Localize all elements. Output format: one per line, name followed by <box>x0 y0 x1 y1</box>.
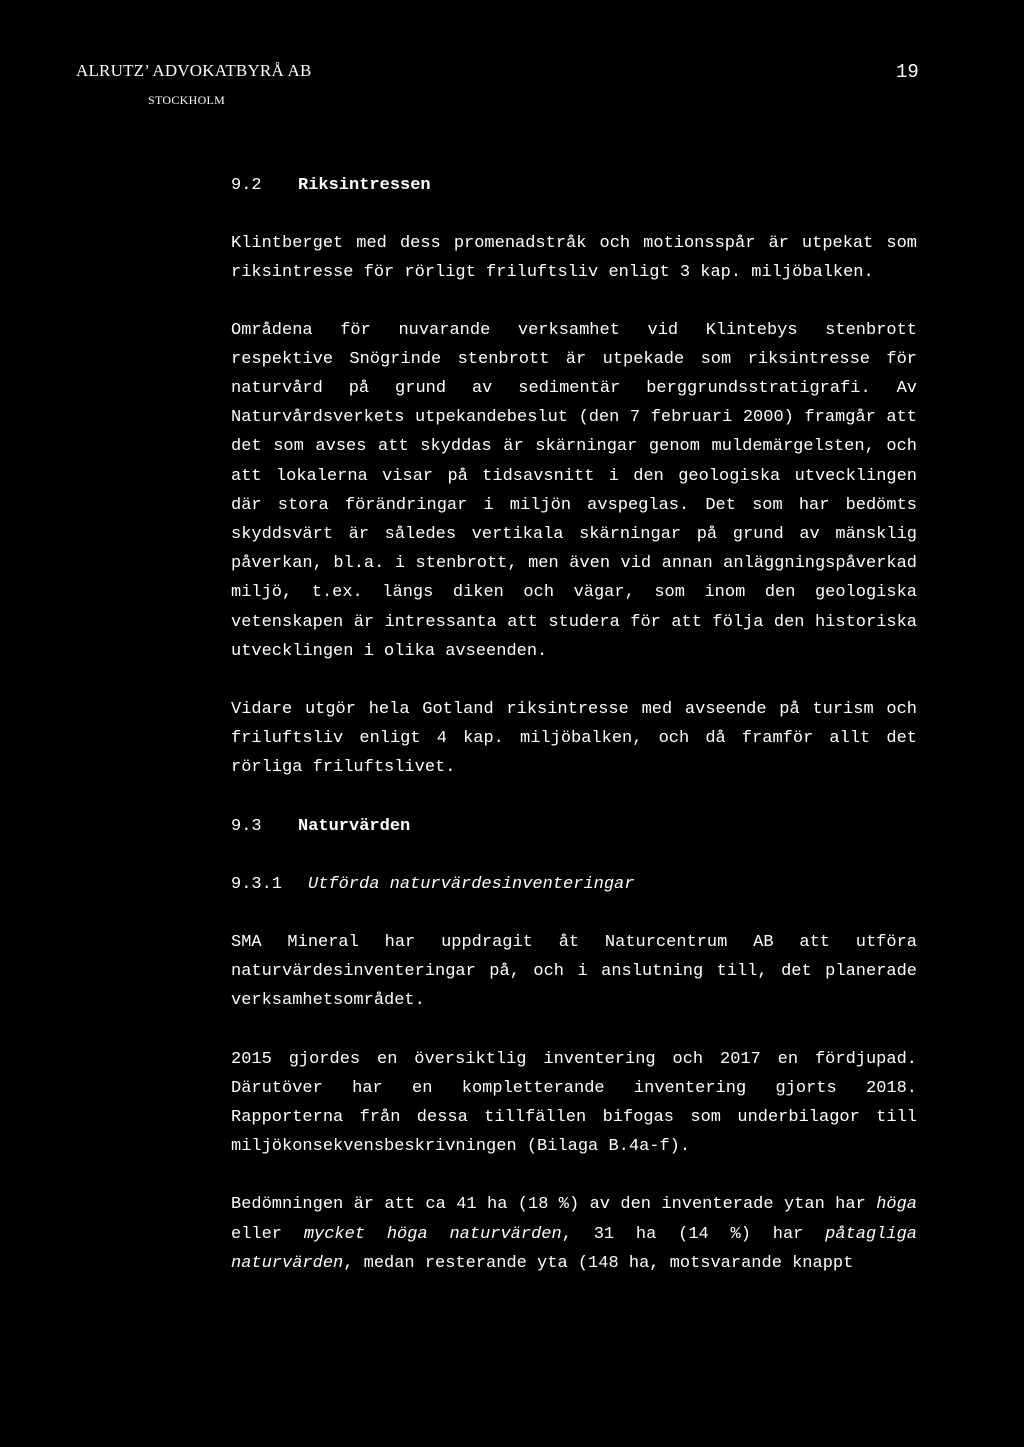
emphasis-text: mycket höga naturvärden <box>303 1224 562 1244</box>
paragraph-text: eller <box>231 1224 304 1244</box>
paragraph: 2015 gjordes en översiktlig inventering och 2017 en fördjupad. Därutöver har en kompletterande inventering gjorts 2018. Rapporterna från dessa tillfällen bifogas som underbilagor till miljökonsekvensbeskrivningen (Bilaga B.4a-f). <box>231 1049 917 1157</box>
subsection-number: 9.3.1 <box>231 874 283 894</box>
section-number: 9.2 <box>231 176 262 195</box>
section-title: Riksintressen <box>298 176 431 195</box>
paragraph-text: Bedömningen är att ca 41 ha (18 %) av den inventerade ytan har <box>231 1195 877 1215</box>
header-firm-name: ALRUTZ’ ADVOKATBYRÅ AB <box>76 61 312 80</box>
subsection-title: Utförda naturvärdesinventeringar <box>308 874 635 894</box>
document-body <box>231 171 917 1278</box>
paragraph: Klintberget med dess promenadstråk och motionsspår är utpekat som riksintresse för rörligt friluftsliv enligt 3 kap. miljöbalken. <box>231 234 917 283</box>
paragraph: SMA Mineral har uppdragit åt Naturcentrum AB att utföra naturvärdesinventeringar på, och i anslutning till, det planerade verksamhetsområdet. <box>231 933 917 1011</box>
paragraph: Områdena för nuvarande verksamhet vid Klintebys stenbrott respektive Snögrinde stenbrott är utpekade som riksintresse för naturvård på grund av sedimentär berggrundsstratigrafi. Av Naturvårdsverkets utpekandebeslut (den 7 februari 2000) framgår att det som avses att skyddas är skärningar genom muldemärgelsten, och att lokalerna visar på tidsavsnitt i den geologiska utvecklingen där stora förändringar i miljön avspeglas. Det som har bedömts skyddsvärt är således vertikala skärningar på grund av mänsklig påverkan, bl.a. i stenbrott, men även vid annan anläggningspåverkad miljö, t.ex. längs diken och vägar, som inom den geologiska vetenskapen är intressanta att studera för att följa den historiska utvecklingen i olika avseenden. <box>231 320 917 661</box>
subsection-heading-9-3-1 <box>231 870 917 899</box>
header-city: STOCKHOLM <box>148 93 226 107</box>
section-title: Naturvärden <box>298 816 411 836</box>
paragraph: Vidare utgör hela Gotland riksintresse med avseende på turism och friluftsliv enligt 4 kap. miljöbalken, och då framför allt det rörliga friluftslivet. <box>231 700 917 778</box>
paragraph-text: , 31 ha (14 %) har <box>561 1224 826 1244</box>
section-number: 9.3 <box>231 816 262 836</box>
emphasis-text: påtagliga naturvärden <box>231 1224 917 1273</box>
section-heading-9-3 <box>231 812 917 841</box>
emphasis-text: höga <box>876 1195 917 1215</box>
section-heading-9-2 <box>231 171 917 200</box>
paragraph <box>231 1190 917 1278</box>
paragraph-text: , medan resterande yta (148 ha, motsvarande knappt <box>343 1253 854 1273</box>
page-number: 19 <box>896 61 919 83</box>
